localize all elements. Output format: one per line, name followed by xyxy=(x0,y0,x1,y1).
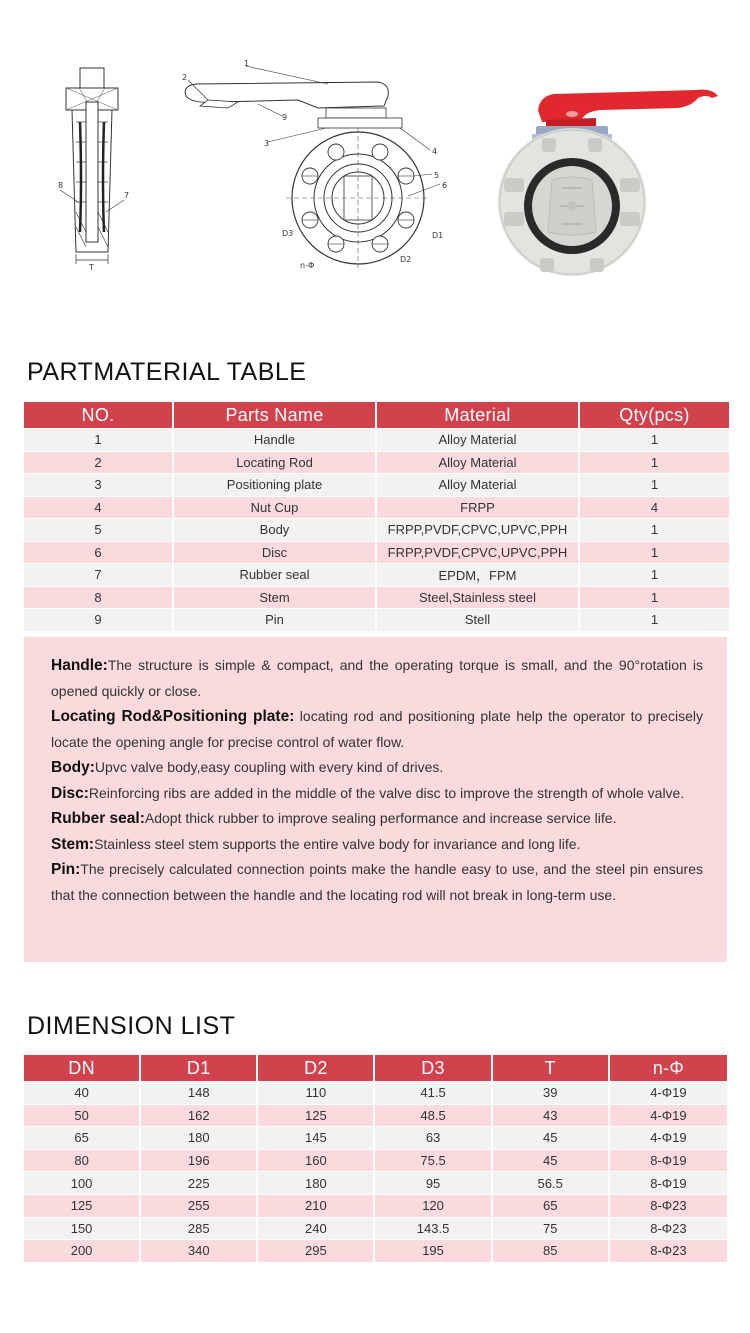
desc-term: Stem: xyxy=(51,835,95,853)
cell-t: 65 xyxy=(493,1195,608,1217)
cell-material: FRPP,PVDF,CPVC,UPVC,PPH xyxy=(377,542,578,564)
cell-d1: 285 xyxy=(141,1218,256,1240)
cell-n-phi: 8-Φ19 xyxy=(610,1150,727,1172)
cell-no: 4 xyxy=(24,497,172,519)
label-T: T xyxy=(89,263,94,272)
header-d1: D1 xyxy=(141,1055,256,1081)
cell-d2: 240 xyxy=(258,1218,373,1240)
desc-term: Locating Rod&Positioning plate: xyxy=(51,708,295,725)
label-7: 7 xyxy=(124,191,130,200)
label-6: 6 xyxy=(442,181,448,190)
cell-d2: 110 xyxy=(258,1082,373,1104)
cell-d1: 162 xyxy=(141,1105,256,1127)
cell-t: 75 xyxy=(493,1218,608,1240)
header-no: NO. xyxy=(24,402,172,428)
cell-n-phi: 8-Φ23 xyxy=(610,1195,727,1217)
desc-disc xyxy=(51,781,703,807)
header-d2: D2 xyxy=(258,1055,373,1081)
desc-locating-rod xyxy=(51,704,703,755)
desc-stem xyxy=(51,832,703,858)
cell-qty: 1 xyxy=(580,609,729,631)
desc-term: Disc: xyxy=(51,784,89,802)
table-row xyxy=(24,429,729,451)
side-section-drawing xyxy=(52,62,132,272)
cell-dn: 80 xyxy=(24,1150,139,1172)
cell-d3: 120 xyxy=(375,1195,490,1217)
desc-text: Reinforcing ribs are added in the middle of the valve disc to improve the strength of whole valve. xyxy=(88,784,685,801)
table-row xyxy=(24,1240,727,1262)
cell-no: 9 xyxy=(24,609,172,631)
cell-qty: 1 xyxy=(580,519,729,541)
cell-d3: 75.5 xyxy=(375,1150,490,1172)
desc-text: Upvc valve body,easy coupling with every kind of drives. xyxy=(94,759,444,775)
dimension-table xyxy=(22,1054,729,1263)
label-5: 5 xyxy=(434,171,440,180)
label-D3: D3 xyxy=(282,229,294,238)
cell-d2: 180 xyxy=(258,1172,373,1194)
cell-material: Steel,Stainless steel xyxy=(377,587,578,609)
cell-d1: 180 xyxy=(141,1127,256,1149)
cell-material: Alloy Material xyxy=(377,452,578,474)
parts-material-table xyxy=(22,401,731,632)
cell-d3: 95 xyxy=(375,1172,490,1194)
table-header-row xyxy=(24,402,729,428)
cell-qty: 1 xyxy=(580,564,729,586)
cell-dn: 65 xyxy=(24,1127,139,1149)
cell-material: FRPP xyxy=(377,497,578,519)
cell-t: 85 xyxy=(493,1240,608,1262)
header-n-phi: n-Φ xyxy=(610,1055,727,1081)
cell-dn: 40 xyxy=(24,1082,139,1104)
cell-d3: 48.5 xyxy=(375,1105,490,1127)
table-row xyxy=(24,542,729,564)
label-1: 1 xyxy=(244,59,250,68)
cell-part: Pin xyxy=(174,609,375,631)
cell-d2: 145 xyxy=(258,1127,373,1149)
cell-part: Nut Cup xyxy=(174,497,375,519)
table-row xyxy=(24,1218,727,1240)
table-row xyxy=(24,587,729,609)
cell-no: 8 xyxy=(24,587,172,609)
desc-term: Pin: xyxy=(51,861,81,878)
cell-dn: 150 xyxy=(24,1218,139,1240)
table-row xyxy=(24,609,729,631)
cell-material: EPDM，FPM xyxy=(377,564,578,586)
desc-text: Adopt thick rubber to improve sealing performance and increase service life. xyxy=(144,810,617,826)
cell-n-phi: 8-Φ23 xyxy=(610,1218,727,1240)
label-D2: D2 xyxy=(400,255,412,264)
table-row xyxy=(24,497,729,519)
cell-n-phi: 8-Φ23 xyxy=(610,1240,727,1262)
cell-no: 1 xyxy=(24,429,172,451)
header-dn: DN xyxy=(24,1055,139,1081)
cell-d2: 210 xyxy=(258,1195,373,1217)
desc-text: The structure is simple & compact, and the operating torque is small, and the 90°rotation is opened quickly or close. xyxy=(51,657,703,699)
table-row xyxy=(24,519,729,541)
header-parts-name: Parts Name xyxy=(174,402,375,428)
cell-dn: 125 xyxy=(24,1195,139,1217)
cell-no: 7 xyxy=(24,564,172,586)
cell-material: FRPP,PVDF,CPVC,UPVC,PPH xyxy=(377,519,578,541)
cell-d3: 63 xyxy=(375,1127,490,1149)
product-photo xyxy=(492,82,722,278)
desc-handle xyxy=(51,653,703,704)
cell-d1: 225 xyxy=(141,1172,256,1194)
cell-d3: 143.5 xyxy=(375,1218,490,1240)
label-n-phi: n-Φ xyxy=(300,261,315,270)
cell-t: 56.5 xyxy=(493,1172,608,1194)
cell-qty: 1 xyxy=(580,587,729,609)
desc-rubber-seal xyxy=(51,806,703,832)
cell-d1: 255 xyxy=(141,1195,256,1217)
cell-material: Stell xyxy=(377,609,578,631)
label-4: 4 xyxy=(432,147,438,156)
table-row xyxy=(24,1150,727,1172)
desc-term: Body: xyxy=(51,759,95,776)
cell-d3: 41.5 xyxy=(375,1082,490,1104)
cell-part: Disc xyxy=(174,542,375,564)
cell-n-phi: 4-Φ19 xyxy=(610,1127,727,1149)
desc-text: The precisely calculated connection points make the handle easy to use, and the steel pin ensures that the connection between the handle and the locating rod will not break in long-term use. xyxy=(51,861,703,903)
feature-description-box xyxy=(24,637,727,962)
cell-d1: 340 xyxy=(141,1240,256,1262)
cell-n-phi: 4-Φ19 xyxy=(610,1082,727,1104)
cell-d3: 195 xyxy=(375,1240,490,1262)
cell-no: 3 xyxy=(24,474,172,496)
cell-part: Rubber seal xyxy=(174,564,375,586)
table-row xyxy=(24,564,729,586)
cell-d1: 196 xyxy=(141,1150,256,1172)
cell-n-phi: 4-Φ19 xyxy=(610,1105,727,1127)
front-technical-drawing xyxy=(178,58,463,278)
header-d3: D3 xyxy=(375,1055,490,1081)
table-row xyxy=(24,452,729,474)
cell-material: Alloy Material xyxy=(377,474,578,496)
cell-d2: 160 xyxy=(258,1150,373,1172)
cell-d2: 295 xyxy=(258,1240,373,1262)
header-qty: Qty(pcs) xyxy=(580,402,729,428)
parts-table-title: PARTMATERIAL TABLE xyxy=(27,358,307,386)
cell-part: Handle xyxy=(174,429,375,451)
cell-t: 45 xyxy=(493,1127,608,1149)
cell-part: Locating Rod xyxy=(174,452,375,474)
label-9: 9 xyxy=(282,113,288,122)
cell-no: 2 xyxy=(24,452,172,474)
cell-qty: 1 xyxy=(580,474,729,496)
header-t: T xyxy=(493,1055,608,1081)
label-3: 3 xyxy=(264,139,270,148)
table-row xyxy=(24,474,729,496)
cell-part: Stem xyxy=(174,587,375,609)
cell-d2: 125 xyxy=(258,1105,373,1127)
cell-qty: 1 xyxy=(580,452,729,474)
cell-qty: 4 xyxy=(580,497,729,519)
cell-qty: 1 xyxy=(580,542,729,564)
table-header-row xyxy=(24,1055,727,1081)
header-material: Material xyxy=(377,402,578,428)
cell-t: 45 xyxy=(493,1150,608,1172)
cell-t: 43 xyxy=(493,1105,608,1127)
label-D1: D1 xyxy=(432,231,444,240)
cell-part: Body xyxy=(174,519,375,541)
label-8: 8 xyxy=(58,181,64,190)
desc-text: Stainless steel stem supports the entire valve body for invariance and long life. xyxy=(94,835,581,852)
cell-dn: 100 xyxy=(24,1172,139,1194)
table-row xyxy=(24,1105,727,1127)
cell-no: 6 xyxy=(24,542,172,564)
cell-material: Alloy Material xyxy=(377,429,578,451)
cell-t: 39 xyxy=(493,1082,608,1104)
table-row xyxy=(24,1172,727,1194)
product-drawings xyxy=(0,40,750,290)
label-2: 2 xyxy=(182,73,188,82)
cell-dn: 200 xyxy=(24,1240,139,1262)
cell-qty: 1 xyxy=(580,429,729,451)
table-row xyxy=(24,1195,727,1217)
cell-d1: 148 xyxy=(141,1082,256,1104)
dims-table-title: DIMENSION LIST xyxy=(27,1012,236,1040)
cell-no: 5 xyxy=(24,519,172,541)
desc-term: Rubber seal: xyxy=(51,810,145,827)
cell-dn: 50 xyxy=(24,1105,139,1127)
cell-part: Positioning plate xyxy=(174,474,375,496)
desc-term: Handle: xyxy=(51,657,108,674)
table-row xyxy=(24,1082,727,1104)
desc-pin xyxy=(51,857,703,908)
desc-body xyxy=(51,755,703,781)
cell-n-phi: 8-Φ19 xyxy=(610,1172,727,1194)
desc-text: locating rod and positioning plate help the operator to precisely locate the opening angle for precise control of water flow. xyxy=(51,708,703,750)
table-row xyxy=(24,1127,727,1149)
